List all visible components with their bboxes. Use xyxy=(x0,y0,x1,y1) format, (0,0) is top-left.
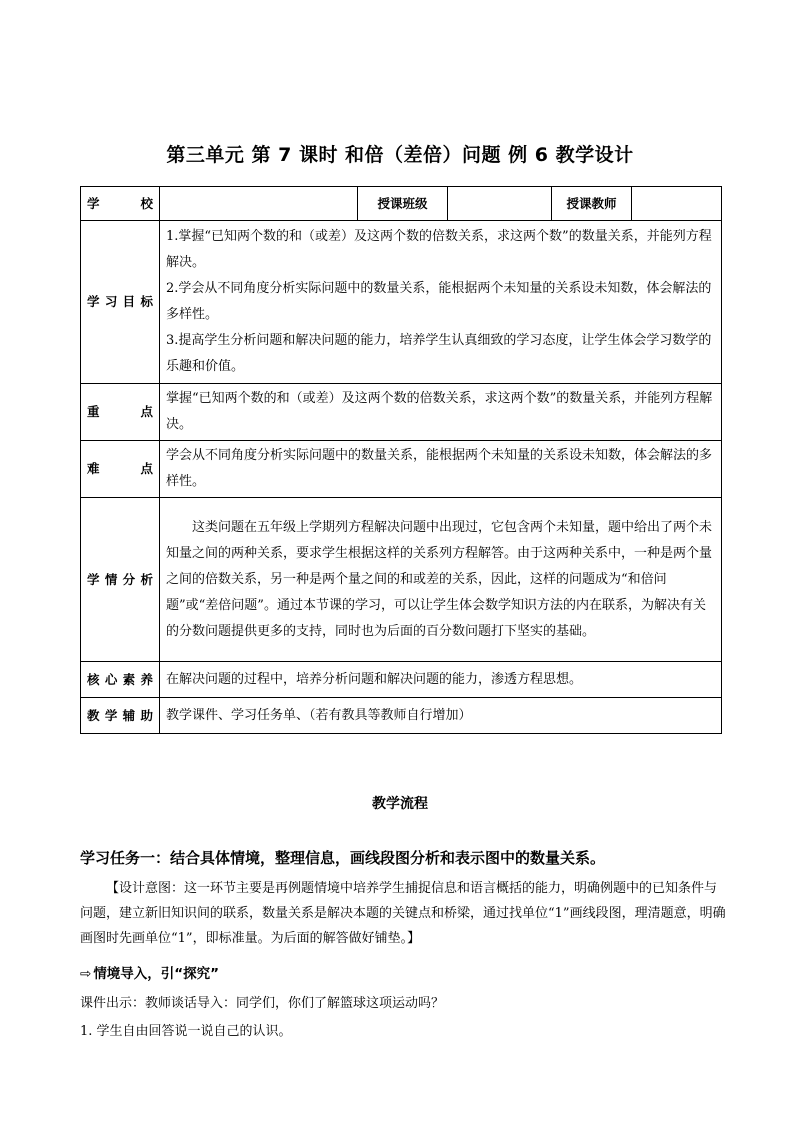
teacher-value xyxy=(632,187,722,221)
courseware-line: 课件出示：教师谈话导入：同学们，你们了解篮球这项运动吗？ xyxy=(80,996,445,1011)
arrow-right-icon: ⇨ xyxy=(80,966,92,982)
aids-label: 教学辅助 xyxy=(81,698,160,734)
goal-item: 1.掌握“已知两个数的和（或差）及这两个数的倍数关系，求这两个数”的数量关系，并能列方程解决。 xyxy=(166,229,712,270)
page-title: 第三单元 第 7 课时 和倍（差倍）问题 例 6 教学设计 xyxy=(166,144,634,166)
key-label: 重 点 xyxy=(81,384,160,441)
table-row-difficulty xyxy=(81,441,722,498)
flow-title: 教学流程 xyxy=(372,796,428,812)
goal-item: 2.学会从不同角度分析实际问题中的数量关系，能根据两个未知量的关系设未知数，体会解法的多样性。 xyxy=(166,281,712,322)
analysis-value: 这类问题在五年级上学期列方程解决问题中出现过，它包含两个未知量，题中给出了两个未知量之间的两种关系，要求学生根据这样的关系列方程解答。由于这两种关系中，一种是两个量之间的倍数关系，另一种是两个量之间的和或差的关系，因此，这样的问题成为“和倍问题”或“差倍问题”。通过本节课的学习，可以让学生体会数学知识方法的内在联系，为解决有关的分数问题提供更多的支持，同时也为后面的百分数问题打下坚实的基础。 xyxy=(160,498,722,662)
section-heading xyxy=(80,962,720,982)
table-row-analysis xyxy=(81,498,722,662)
school-value xyxy=(160,187,358,221)
goals-cell xyxy=(160,221,722,384)
literacy-value: 在解决问题的过程中，培养分析问题和解决问题的能力，渗透方程思想。 xyxy=(160,662,722,698)
class-value xyxy=(448,187,552,221)
goal-item: 3.提高学生分析问题和解决问题的能力，培养学生认真细致的学习态度，让学生体会学习数学的乐趣和价值。 xyxy=(166,333,712,374)
section-title: 情境导入，引“探究” xyxy=(93,966,220,982)
analysis-label: 学情分析 xyxy=(81,498,160,662)
task-heading: 学习任务一：结合具体情境，整理信息，画线段图分析和表示图中的数量关系。 xyxy=(80,849,606,867)
table-row-school xyxy=(81,187,722,221)
table-row-goals xyxy=(81,221,722,384)
goals-label: 学习目标 xyxy=(81,221,160,384)
school-label: 学 校 xyxy=(81,187,160,221)
lesson-info-table xyxy=(80,186,722,734)
aids-value: 教学课件、学习任务单、（若有教具等教师自行增加） xyxy=(160,698,722,734)
table-row-key xyxy=(81,384,722,441)
step-item: 1. 学生自由回答说一说自己的认识。 xyxy=(80,1024,292,1039)
design-intent: 【设计意图：这一环节主要是再例题情境中培养学生捕捉信息和语言概括的能力，明确例题中的已知条件与问题，建立新旧知识间的联系，数量关系是解决本题的关键点和桥梁，通过找单位“1”画线段图，理清题意，明确画图时先画单位“1”，即标准量。为后面的解答做好铺垫。】 xyxy=(80,881,726,946)
table-row-literacy xyxy=(81,662,722,698)
table-row-aids xyxy=(81,698,722,734)
literacy-label: 核心素养 xyxy=(81,662,160,698)
difficulty-label: 难 点 xyxy=(81,441,160,498)
difficulty-value: 学会从不同角度分析实际问题中的数量关系，能根据两个未知量的关系设未知数，体会解法的多样性。 xyxy=(160,441,722,498)
key-value: 掌握“已知两个数的和（或差）及这两个数的倍数关系，求这两个数”的数量关系，并能列方程解决。 xyxy=(160,384,722,441)
teacher-label: 授课教师 xyxy=(552,187,632,221)
class-label: 授课班级 xyxy=(358,187,448,221)
